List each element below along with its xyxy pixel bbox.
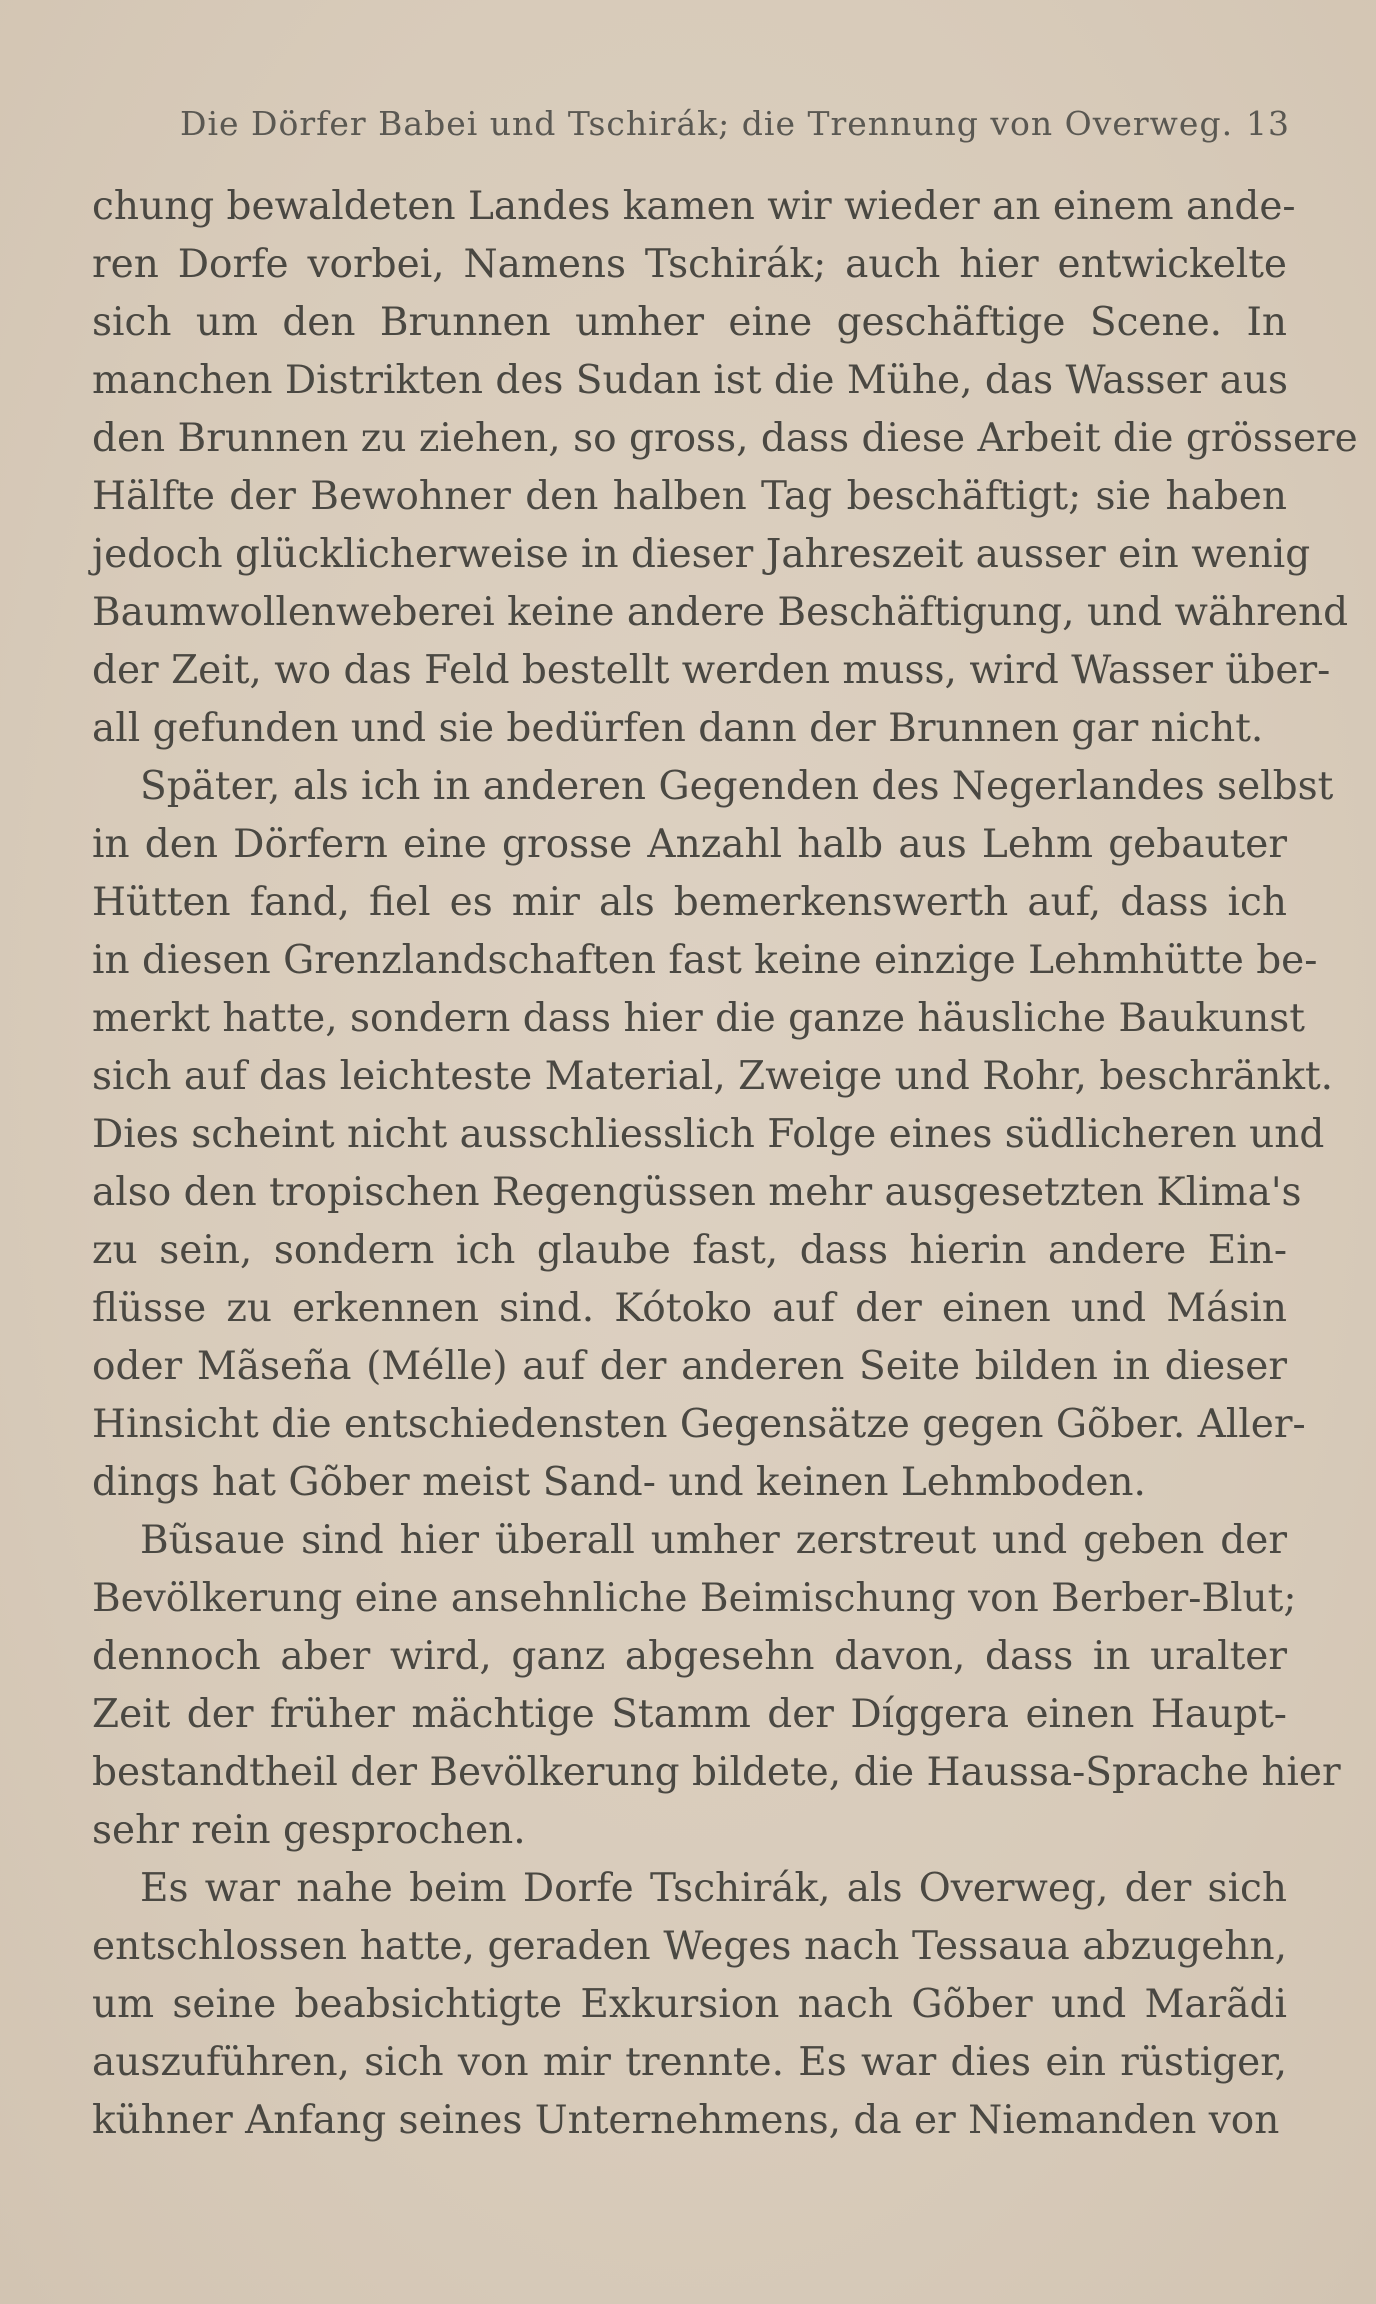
text-line: dennoch aber wird, ganz abgesehn davon, dass in uralter [92,1634,1287,1679]
text-line: merkt hatte, sondern dass hier die ganze häusliche Baukunst [92,996,1305,1041]
text-line: dings hat Gõber meist Sand- und keinen Lehmboden. [92,1460,1146,1505]
paragraph [92,178,1358,758]
paragraph [92,1512,1341,1860]
text-line: all gefunden und sie bedürfen dann der Brunnen gar nicht. [92,706,1264,751]
text-line: Hälfte der Bewohner den halben Tag beschäftigt; sie haben [92,474,1287,519]
text-line: Bevölkerung eine ansehnliche Beimischung von Berber-Blut; [92,1576,1297,1621]
paragraph [92,1860,1287,2150]
text-line: Später, als ich in anderen Gegenden des Negerlandes selbst [140,764,1334,809]
page-number: 13 [1246,104,1290,143]
text-line: zu sein, sondern ich glaube fast, dass hierin andere Ein- [92,1228,1287,1273]
text-line: flüsse zu erkennen sind. Kótoko auf der einen und Másin [92,1286,1287,1331]
text-line: sich um den Brunnen umher eine geschäftige Scene. In [92,300,1287,345]
text-line: Bũsaue sind hier überall umher zerstreut und geben der [140,1518,1287,1563]
text-line: der Zeit, wo das Feld bestellt werden muss, wird Wasser über- [92,648,1331,693]
text-line: oder Mãseña (Mélle) auf der anderen Seite bilden in dieser [92,1344,1287,1389]
text-line: Es war nahe beim Dorfe Tschirák, als Overweg, der sich [140,1866,1287,1911]
text-line: in diesen Grenzlandschaften fast keine einzige Lehmhütte be- [92,938,1318,983]
text-line: Hütten fand, fiel es mir als bemerkenswerth auf, dass ich [92,880,1287,925]
text-line: chung bewaldeten Landes kamen wir wieder an einem ande- [92,184,1296,229]
text-line: um seine beabsichtigte Exkursion nach Gõber und Marãdi [92,1982,1287,2027]
running-title: Die Dörfer Babei und Tschirák; die Trennung von Overweg. [180,104,1234,143]
paragraph [92,758,1334,1512]
text-line: kühner Anfang seines Unternehmens, da er Niemanden von [92,2098,1280,2143]
text-line: entschlossen hatte, geraden Weges nach Tessaua abzugehn, [92,1924,1287,1969]
text-line: sehr rein gesprochen. [92,1808,526,1853]
text-line: Dies scheint nicht ausschliesslich Folge eines südlicheren und [92,1112,1325,1157]
text-line: also den tropischen Regengüssen mehr ausgesetzten Klima's [92,1170,1302,1215]
text-line: in den Dörfern eine grosse Anzahl halb aus Lehm gebauter [92,822,1287,867]
text-line: Zeit der früher mächtige Stamm der Díggera einen Haupt- [92,1692,1287,1737]
text-line: Hinsicht die entschiedensten Gegensätze gegen Gõber. Aller- [92,1402,1306,1447]
text-line: manchen Distrikten des Sudan ist die Mühe, das Wasser aus [92,358,1288,403]
text-line: sich auf das leichteste Material, Zweige und Rohr, beschränkt. [92,1054,1334,1099]
text-line: den Brunnen zu ziehen, so gross, dass diese Arbeit die grössere [92,416,1358,461]
running-header [180,104,1290,148]
text-line: Baumwollenweberei keine andere Beschäftigung, und während [92,590,1349,635]
text-line: jedoch glücklicherweise in dieser Jahreszeit ausser ein wenig [92,532,1311,577]
body-text [92,178,1358,2150]
text-line: bestandtheil der Bevölkerung bildete, die Haussa-Sprache hier [92,1750,1341,1795]
text-line: auszuführen, sich von mir trennte. Es war dies ein rüstiger, [92,2040,1287,2085]
text-line: ren Dorfe vorbei, Namens Tschirák; auch hier entwickelte [92,242,1287,287]
